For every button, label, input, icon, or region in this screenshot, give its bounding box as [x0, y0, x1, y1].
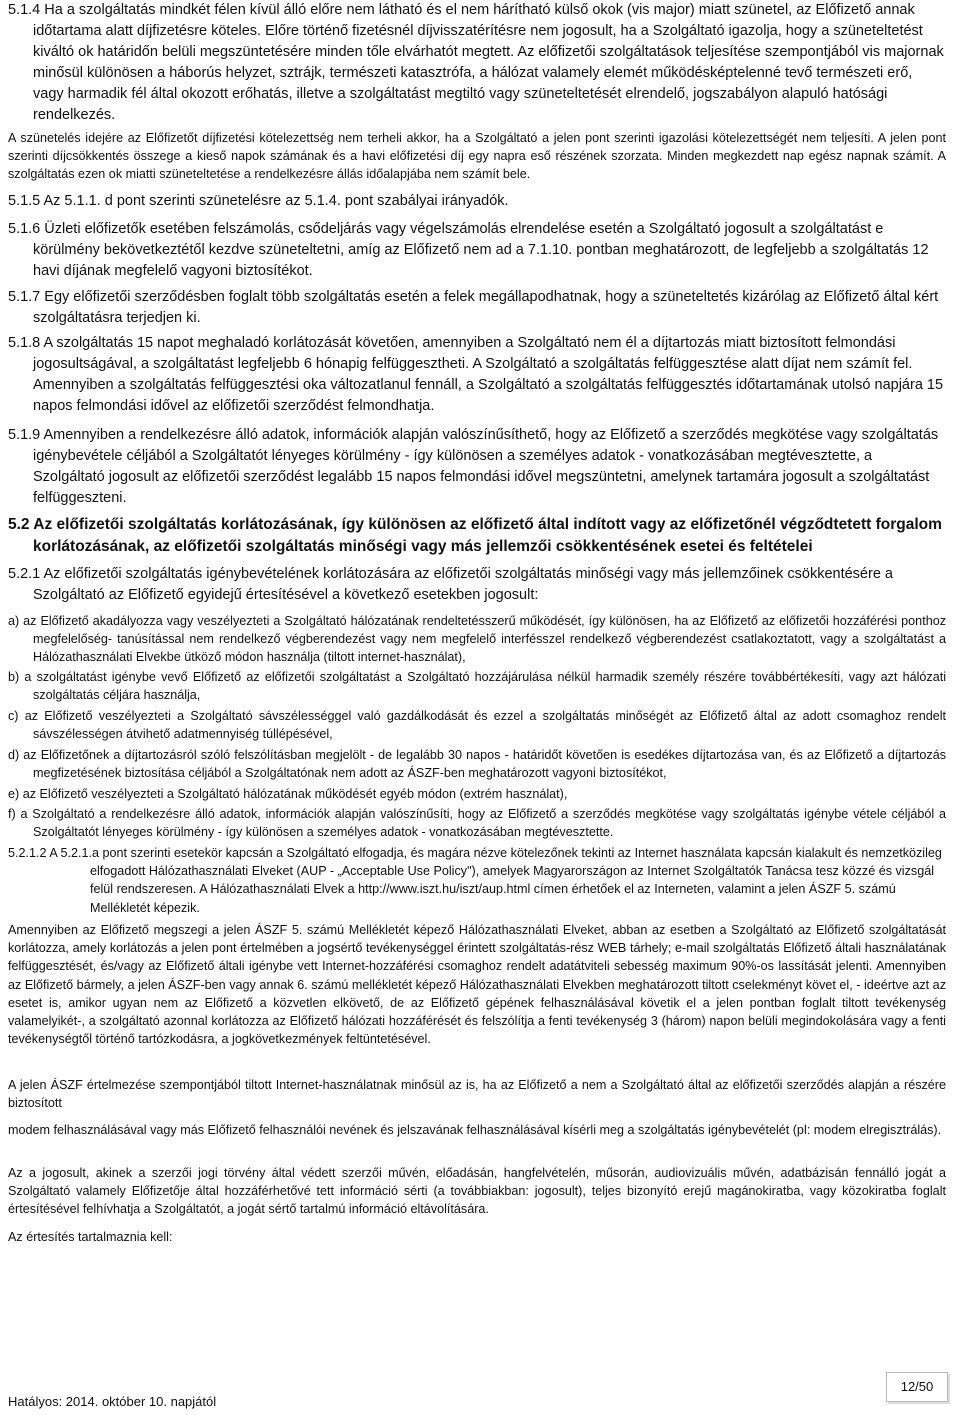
list-item-f: f) a Szolgáltató a rendelkezésre álló adatok, információk alapján valószínűsíti, hogy az Előfizető a szerződés megkötése vagy szolgáltatás igénybe vétele céljából a Szolgáltatót lényeges körülmény - így különösen a személyes adatok - vonatkozásában megtévesztette. [8, 807, 946, 840]
paragraph-tiltott-internet: A jelen ÁSZF értelmezése szempontjából tiltott Internet-használatnak minősül az is, ha az Előfizető a nem a Szolgáltató által az előfizetői szerződés alapján a részére biztosított [8, 1078, 946, 1111]
section-5-1-4: 5.1.4 Ha a szolgáltatás mindkét félen kívül álló előre nem látható és el nem hárítható külső okok (vis major) miatt szünetel, az Előfizető annak időtartama alatt díjfizetésre köteles. Előre történő fizetésnél díjvisszatérítésre nem jogosult, ha a Szolgáltató igazolja, hogy a szüneteltetést kiváltó ok határidőn belüli megszüntetésére minden tőle elvárhatót megtett. Az előfizetői szolgáltatások teljesítése szempontjából vis majornak minősül különösen a háborús helyzet, sztrájk, természeti katasztrófa, a hálózat valamely elemét működésképtelenné tevő természeti erő, vagy harmadik fél által okozott erőhatás, illetve a szolgáltatást megtiltó vagy szüneteltetését elrendelő, jogszabályon alapuló hatósági rendelkezés. [8, 2, 944, 123]
paragraph-amennyiben: Amennyiben az Előfizető megszegi a jelen ÁSZF 5. számú Mellékletét képező Hálózathasználati Elveket, abban az esetben a Szolgáltató az Előfizető szolgáltatását korlátozza, amely korlátozás a jelen pont értelmében a jogsértő tevékenységgel érintett szolgáltatás-rész WEB tárhely; e-mail szolgáltatás Előfizető általi használatának felfüggesztését, és/vagy az Előfizető általi igénybe vett Internet-hozzáférési csomaghoz rendelt adatátviteli sebesség maximum 90%-os lassítását jelenti. Amennyiben az Előfizető bármely, a jelen ÁSZF-ben vagy annak 6. számú mellékletét képező Hálózathasználati Elvekben meghatározott tiltott cselekményt követ el, - ideértve azt az esetet is, amikor ugyan nem az Előfizető a közvetlen elkövető, de az Előfizető gépének felhasználásával követik el a jelen pontban foglalt tiltott tevékenység valamelyikét-, a szolgáltató azonnal korlátozza az Előfizető hálózati hozzáférését és felszólítja a fenti tevékenység 3 (három) napon belüli megindokolására vagy a fenti tevékenységtől történő tartózkodásra, a jogkövetkezmények feltüntetésével. [8, 923, 946, 1047]
list-item-e: e) az Előfizető veszélyezteti a Szolgáltató hálózatának működését egyéb módon (extrém használat), [8, 787, 568, 801]
list-item-a: a) az Előfizető akadályozza vagy veszélyezteti a Szolgáltató hálózatának rendeltetésszerű működését, így különösen, ha az Előfizető az előfizetői hozzáférési ponthoz megfelelőség- tanúsítással nem rendelkező végberendezést vagy nem megfelelő interfésszel rendelkező végberendezést csatlakoztatott, vagy a szolgáltatást a Hálózathasználati Elvekbe ütköző módon használja (tiltott internet-használat), [8, 614, 946, 665]
footer-effective-date: Hatályos: 2014. október 10. napjától [8, 1394, 217, 1409]
section-5-1-7: 5.1.7 Egy előfizetői szerződésben foglalt több szolgáltatás esetén a felek megállapodhatnak, hogy a szüneteltetés kizárólag az Előfizető által kért szolgáltatásra terjedjen ki. [8, 289, 939, 326]
section-5-1-4-note: A szünetelés idejére az Előfizetőt díjfizetési kötelezettség nem terheli akkor, ha a Szolgáltató a jelen pont szerinti igazolási kötelezettségét nem teljesíti. A jelen pont szerinti díjcsökkentés összege a kieső napok számának és a havi előfizetési díj egy napra eső részének szorzata. Minden megkezdett nap egész napnak számít. A szolgáltatás ezen ok miatti szüneteltetése a rendelkezésre állás időalapjába nem számít bele. [8, 131, 946, 182]
page-number: 12/50 [886, 1372, 948, 1402]
section-5-2-1-2: 5.2.1.2 A 5.2.1.a pont szerinti esetekör kapcsán a Szolgáltató elfogadja, és magára nézve kötelezőnek tekinti az Internet használata kapcsán kialakult és nemzetközileg elfogadott Hálózathasználati Elveket (AUP - „Acceptable Use Policy"), amelyek Magyarországon az Internet Szolgáltatók Tanácsa tesz közzé és vizsgál felül rendszeresen. A Hálózathasználati Elvek a http://www.iszt.hu/iszt/aup.html címen érhetőek el az Interneten, valamint a jelen ÁSZF 5. számú Mellékletét képezik. [8, 846, 942, 915]
section-5-1-9: 5.1.9 Amennyiben a rendelkezésre álló adatok, információk alapján valószínűsíthető, hogy az Előfizető a szerződés megkötése vagy szolgáltatás igénybevétele céljából a Szolgáltatót lényeges körülmény - így különösen a személyes adatok - vonatkozásában megtévesztette, a Szolgáltató jogosult az előfizetői szerződést legalább 15 napos felmondási idővel megszüntetni, amelynek tartamára jogosult a szolgáltatást felfüggeszteni. [8, 427, 939, 506]
paragraph-jogosult: Az a jogosult, akinek a szerzői jogi törvény által védett szerzői művén, előadásán, hangfelvételén, műsorán, audiovizuális művén, adatbázisán fennálló jogát a Szolgáltató valamely Előfizetője által hozzáférhetővé tett információ sérti (a továbbiakban: jogosult), teljes bizonyító erejű magánokiratba, vagy közokiratba foglalt értesítésével felhívhatja a Szolgáltatót, a jogát sértő tartalmú információ eltávolítására. [8, 1166, 946, 1217]
section-5-1-6: 5.1.6 Üzleti előfizetők esetében felszámolás, csődeljárás vagy végelszámolás elrendelése esetén a Szolgáltató jogosult a szolgáltatást e körülmény bekövetkeztétől kezdve szüneteltetni, amíg az Előfizető nem ad a 7.1.10. pontban meghatározott, de legfeljebb a szolgáltatás 12 havi díjának megfelelő vagyoni biztosítékot. [8, 221, 929, 279]
section-5-2-1: 5.2.1 Az előfizetői szolgáltatás igénybevételének korlátozására az előfizetői szolgáltatás minőségi vagy más jellemzőinek csökkentésére a Szolgáltató az Előfizető egyidejű értesítésével a következő esetekben jogosult: [8, 566, 893, 603]
section-5-1-8: 5.1.8 A szolgáltatás 15 napot meghaladó korlátozását követően, amennyiben a Szolgáltató nem él a díjtartozás miatt biztosított felmondási jogosultságával, a szolgáltatást legfeljebb 6 hónapig felfüggesztheti. A Szolgáltató a szolgáltatás felfüggesztése alatt díjat nem számít fel. Amennyiben a szolgáltatás felfüggesztési oka változatlanul fennáll, a Szolgáltató a szolgáltatás felfüggesztés időtartamának utolsó napjára 15 napos felmondási idővel az előfizetői szerződést felmondhatja. [8, 335, 944, 414]
list-item-d: d) az Előfizetőnek a díjtartozásról szóló felszólításban megjelölt - de legalább 30 napos - határidőt követően is esedékes díjtartozása van, és az Előfizető a díjtartozás megfizetésének biztosítása céljából a Szolgáltatónak nem adott az ÁSZF-ben meghatározott vagyoni biztosítékot, [8, 748, 946, 781]
paragraph-ertesites: Az értesítés tartalmaznia kell: [8, 1230, 173, 1244]
list-item-c: c) az Előfizető veszélyezteti a Szolgáltató sávszélességgel való gazdálkodását és ezzel a szolgáltatás minőségét az Előfizető által az adott csomaghoz rendelt sávszélességen átvihető adatmennyiség túllépésével, [8, 709, 946, 742]
section-5-2-heading: 5.2 Az előfizetői szolgáltatás korlátozásának, így különösen az előfizető által indított vagy az előfizetőnél végződtetett forgalom korlátozásának, az előfizetői szolgáltatás minőségi vagy más jellemzői csökkentésének esetei és feltételei [8, 516, 942, 555]
paragraph-modem: modem felhasználásával vagy más Előfizető felhasználói nevének és jelszavának felhasználásával kísérli meg a szolgáltatás igénybevételét (pl: modem elregisztrálás). [8, 1123, 942, 1137]
section-5-1-5: 5.1.5 Az 5.1.1. d pont szerinti szünetelésre az 5.1.4. pont szabályai irányadók. [8, 193, 509, 209]
list-item-b: b) a szolgáltatást igénybe vevő Előfizető az előfizetői szolgáltatást a Szolgáltató hozzájárulása nélkül harmadik személy részére továbbértékesíti, vagy azt hálózati szolgáltatás céljára használja, [8, 670, 946, 703]
